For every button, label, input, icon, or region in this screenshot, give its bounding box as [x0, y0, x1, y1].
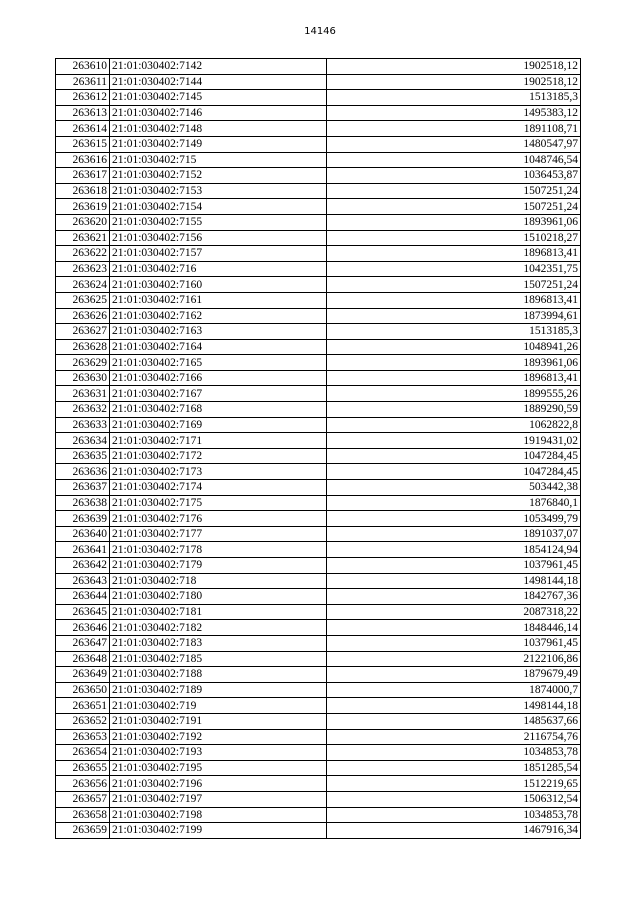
cadastral-number-cell: 21:01:030402:7196 — [110, 776, 327, 792]
table-row — [56, 729, 581, 745]
cadastral-value-cell: 1507251,24 — [327, 183, 581, 199]
cadastral-value-cell: 1902518,12 — [327, 74, 581, 90]
cadastral-value-cell: 1851285,54 — [327, 760, 581, 776]
table-row — [56, 183, 581, 199]
row-number-cell: 263616 — [56, 152, 110, 168]
cadastral-value-cell: 1034853,78 — [327, 807, 581, 823]
row-number-cell: 263622 — [56, 246, 110, 262]
row-number-cell: 263635 — [56, 448, 110, 464]
row-number-cell: 263644 — [56, 589, 110, 605]
row-number-cell: 263638 — [56, 495, 110, 511]
row-number-cell: 263617 — [56, 168, 110, 184]
cadastral-value-cell: 1037961,45 — [327, 558, 581, 574]
cadastral-number-cell: 21:01:030402:7193 — [110, 745, 327, 761]
table-row — [56, 261, 581, 277]
cadastral-number-cell: 21:01:030402:7164 — [110, 339, 327, 355]
cadastral-number-cell: 21:01:030402:7195 — [110, 760, 327, 776]
cadastral-value-cell: 1513185,3 — [327, 90, 581, 106]
cadastral-number-cell: 21:01:030402:7171 — [110, 433, 327, 449]
row-number-cell: 263625 — [56, 292, 110, 308]
cadastral-value-cell: 1036453,87 — [327, 168, 581, 184]
table-row — [56, 558, 581, 574]
cadastral-value-cell: 1893961,06 — [327, 355, 581, 371]
table-row — [56, 807, 581, 823]
table-row — [56, 760, 581, 776]
row-number-cell: 263624 — [56, 277, 110, 293]
row-number-cell: 263630 — [56, 370, 110, 386]
table-row — [56, 776, 581, 792]
cadastral-number-cell: 21:01:030402:7154 — [110, 199, 327, 215]
cadastral-number-cell: 21:01:030402:7156 — [110, 230, 327, 246]
row-number-cell: 263620 — [56, 214, 110, 230]
cadastral-number-cell: 21:01:030402:715 — [110, 152, 327, 168]
cadastral-value-cell: 1891037,07 — [327, 526, 581, 542]
cadastral-number-cell: 21:01:030402:7172 — [110, 448, 327, 464]
cadastral-number-cell: 21:01:030402:7166 — [110, 370, 327, 386]
table-row — [56, 402, 581, 418]
table-row — [56, 168, 581, 184]
cadastral-value-cell: 1513185,3 — [327, 324, 581, 340]
cadastral-value-cell: 1037961,45 — [327, 635, 581, 651]
cadastral-number-cell: 21:01:030402:7174 — [110, 480, 327, 496]
table-body — [56, 59, 581, 839]
cadastral-number-cell: 21:01:030402:7169 — [110, 417, 327, 433]
cadastral-value-cell: 1876840,1 — [327, 495, 581, 511]
cadastral-number-cell: 21:01:030402:7180 — [110, 589, 327, 605]
table-row — [56, 386, 581, 402]
table-row — [56, 74, 581, 90]
table-row — [56, 495, 581, 511]
cadastral-value-cell: 2122106,86 — [327, 651, 581, 667]
table-row — [56, 589, 581, 605]
table-row — [56, 136, 581, 152]
table-row — [56, 526, 581, 542]
cadastral-value-cell: 1842767,36 — [327, 589, 581, 605]
table-row — [56, 604, 581, 620]
cadastral-number-cell: 21:01:030402:7149 — [110, 136, 327, 152]
cadastral-number-cell: 21:01:030402:7189 — [110, 682, 327, 698]
row-number-cell: 263642 — [56, 558, 110, 574]
table-row — [56, 667, 581, 683]
cadastral-value-cell: 1893961,06 — [327, 214, 581, 230]
cadastral-value-cell: 1891108,71 — [327, 121, 581, 137]
cadastral-number-cell: 21:01:030402:7161 — [110, 292, 327, 308]
table-row — [56, 370, 581, 386]
cadastral-number-cell: 21:01:030402:7188 — [110, 667, 327, 683]
cadastral-value-cell: 1034853,78 — [327, 745, 581, 761]
row-number-cell: 263612 — [56, 90, 110, 106]
table-row — [56, 339, 581, 355]
cadastral-number-cell: 21:01:030402:7146 — [110, 105, 327, 121]
cadastral-value-cell: 1048746,54 — [327, 152, 581, 168]
table-row — [56, 246, 581, 262]
cadastral-number-cell: 21:01:030402:7199 — [110, 823, 327, 839]
cadastral-number-cell: 21:01:030402:7182 — [110, 620, 327, 636]
cadastral-number-cell: 21:01:030402:7152 — [110, 168, 327, 184]
row-number-cell: 263615 — [56, 136, 110, 152]
row-number-cell: 263627 — [56, 324, 110, 340]
cadastral-number-cell: 21:01:030402:7153 — [110, 183, 327, 199]
cadastral-value-cell: 1899555,26 — [327, 386, 581, 402]
cadastral-number-cell: 21:01:030402:7175 — [110, 495, 327, 511]
cadastral-number-cell: 21:01:030402:7162 — [110, 308, 327, 324]
row-number-cell: 263652 — [56, 713, 110, 729]
table-row — [56, 542, 581, 558]
cadastral-value-cell: 1480547,97 — [327, 136, 581, 152]
cadastral-number-cell: 21:01:030402:7179 — [110, 558, 327, 574]
cadastral-value-cell: 1848446,14 — [327, 620, 581, 636]
cadastral-value-cell: 1498144,18 — [327, 698, 581, 714]
table-row — [56, 59, 581, 75]
cadastral-value-cell: 1048941,26 — [327, 339, 581, 355]
cadastral-value-cell: 1896813,41 — [327, 292, 581, 308]
cadastral-value-cell: 1896813,41 — [327, 370, 581, 386]
table-row — [56, 324, 581, 340]
row-number-cell: 263639 — [56, 511, 110, 527]
row-number-cell: 263640 — [56, 526, 110, 542]
row-number-cell: 263654 — [56, 745, 110, 761]
table-row — [56, 635, 581, 651]
cadastral-number-cell: 21:01:030402:7191 — [110, 713, 327, 729]
table-row — [56, 417, 581, 433]
table-row — [56, 480, 581, 496]
row-number-cell: 263655 — [56, 760, 110, 776]
row-number-cell: 263631 — [56, 386, 110, 402]
table-row — [56, 464, 581, 480]
row-number-cell: 263632 — [56, 402, 110, 418]
row-number-cell: 263623 — [56, 261, 110, 277]
row-number-cell: 263645 — [56, 604, 110, 620]
row-number-cell: 263629 — [56, 355, 110, 371]
cadastral-value-cell: 1047284,45 — [327, 464, 581, 480]
cadastral-value-cell: 1467916,34 — [327, 823, 581, 839]
cadastral-value-cell: 1507251,24 — [327, 199, 581, 215]
table-row — [56, 713, 581, 729]
row-number-cell: 263651 — [56, 698, 110, 714]
cadastral-value-cell: 1896813,41 — [327, 246, 581, 262]
row-number-cell: 263628 — [56, 339, 110, 355]
page-number: 14146 — [304, 26, 336, 37]
cadastral-number-cell: 21:01:030402:7167 — [110, 386, 327, 402]
row-number-cell: 263657 — [56, 791, 110, 807]
table-row — [56, 214, 581, 230]
cadastral-value-cell: 1919431,02 — [327, 433, 581, 449]
cadastral-number-cell: 21:01:030402:718 — [110, 573, 327, 589]
row-number-cell: 263637 — [56, 480, 110, 496]
cadastral-value-cell: 1854124,94 — [327, 542, 581, 558]
table-row — [56, 308, 581, 324]
cadastral-number-cell: 21:01:030402:7157 — [110, 246, 327, 262]
row-number-cell: 263634 — [56, 433, 110, 449]
table-row — [56, 230, 581, 246]
table-row — [56, 791, 581, 807]
cadastral-value-cell: 1874000,7 — [327, 682, 581, 698]
cadastral-value-cell: 1053499,79 — [327, 511, 581, 527]
table-row — [56, 121, 581, 137]
cadastral-number-cell: 21:01:030402:7176 — [110, 511, 327, 527]
row-number-cell: 263646 — [56, 620, 110, 636]
row-number-cell: 263621 — [56, 230, 110, 246]
table-row — [56, 433, 581, 449]
cadastral-value-cell: 1902518,12 — [327, 59, 581, 75]
cadastral-value-cell: 1879679,49 — [327, 667, 581, 683]
row-number-cell: 263656 — [56, 776, 110, 792]
table-row — [56, 573, 581, 589]
row-number-cell: 263619 — [56, 199, 110, 215]
cadastral-number-cell: 21:01:030402:7163 — [110, 324, 327, 340]
row-number-cell: 263649 — [56, 667, 110, 683]
cadastral-number-cell: 21:01:030402:7198 — [110, 807, 327, 823]
cadastral-number-cell: 21:01:030402:7142 — [110, 59, 327, 75]
row-number-cell: 263641 — [56, 542, 110, 558]
table-row — [56, 823, 581, 839]
cadastral-number-cell: 21:01:030402:7192 — [110, 729, 327, 745]
cadastral-number-cell: 21:01:030402:7165 — [110, 355, 327, 371]
cadastral-number-cell: 21:01:030402:7197 — [110, 791, 327, 807]
cadastral-number-cell: 21:01:030402:7145 — [110, 90, 327, 106]
table-row — [56, 292, 581, 308]
cadastral-number-cell: 21:01:030402:7173 — [110, 464, 327, 480]
cadastral-value-cell: 1485637,66 — [327, 713, 581, 729]
cadastral-value-cell: 1873994,61 — [327, 308, 581, 324]
cadastral-value-cell: 1495383,12 — [327, 105, 581, 121]
table-row — [56, 448, 581, 464]
table-row — [56, 745, 581, 761]
cadastral-value-cell: 1498144,18 — [327, 573, 581, 589]
cadastral-number-cell: 21:01:030402:7181 — [110, 604, 327, 620]
table-row — [56, 277, 581, 293]
cadastral-number-cell: 21:01:030402:7178 — [110, 542, 327, 558]
table-row — [56, 152, 581, 168]
table-row — [56, 105, 581, 121]
cadastral-value-cell: 1042351,75 — [327, 261, 581, 277]
cadastral-number-cell: 21:01:030402:7148 — [110, 121, 327, 137]
table-row — [56, 620, 581, 636]
cadastral-number-cell: 21:01:030402:716 — [110, 261, 327, 277]
cadastral-number-cell: 21:01:030402:7168 — [110, 402, 327, 418]
cadastral-value-cell: 1047284,45 — [327, 448, 581, 464]
cadastral-number-cell: 21:01:030402:7155 — [110, 214, 327, 230]
row-number-cell: 263610 — [56, 59, 110, 75]
row-number-cell: 263611 — [56, 74, 110, 90]
table-row — [56, 698, 581, 714]
row-number-cell: 263633 — [56, 417, 110, 433]
row-number-cell: 263647 — [56, 635, 110, 651]
cadastral-value-cell: 1510218,27 — [327, 230, 581, 246]
row-number-cell: 263613 — [56, 105, 110, 121]
cadastral-value-cell: 1889290,59 — [327, 402, 581, 418]
cadastral-value-cell: 1507251,24 — [327, 277, 581, 293]
cadastral-value-cell: 2087318,22 — [327, 604, 581, 620]
cadastral-value-cell: 1062822,8 — [327, 417, 581, 433]
cadastral-value-cell: 1506312,54 — [327, 791, 581, 807]
row-number-cell: 263636 — [56, 464, 110, 480]
table-row — [56, 199, 581, 215]
cadastral-number-cell: 21:01:030402:719 — [110, 698, 327, 714]
cadastral-number-cell: 21:01:030402:7177 — [110, 526, 327, 542]
row-number-cell: 263614 — [56, 121, 110, 137]
row-number-cell: 263658 — [56, 807, 110, 823]
table-row — [56, 90, 581, 106]
row-number-cell: 263650 — [56, 682, 110, 698]
row-number-cell: 263618 — [56, 183, 110, 199]
row-number-cell: 263643 — [56, 573, 110, 589]
row-number-cell: 263653 — [56, 729, 110, 745]
table-row — [56, 511, 581, 527]
row-number-cell: 263659 — [56, 823, 110, 839]
cadastral-value-cell: 1512219,65 — [327, 776, 581, 792]
table-row — [56, 355, 581, 371]
cadastral-value-cell: 503442,38 — [327, 480, 581, 496]
row-number-cell: 263626 — [56, 308, 110, 324]
table-row — [56, 682, 581, 698]
cadastral-number-cell: 21:01:030402:7183 — [110, 635, 327, 651]
cadastral-number-cell: 21:01:030402:7144 — [110, 74, 327, 90]
cadastral-value-cell: 2116754,76 — [327, 729, 581, 745]
cadastral-number-cell: 21:01:030402:7185 — [110, 651, 327, 667]
table-row — [56, 651, 581, 667]
cadastral-number-cell: 21:01:030402:7160 — [110, 277, 327, 293]
row-number-cell: 263648 — [56, 651, 110, 667]
cadastral-value-table — [55, 58, 581, 839]
